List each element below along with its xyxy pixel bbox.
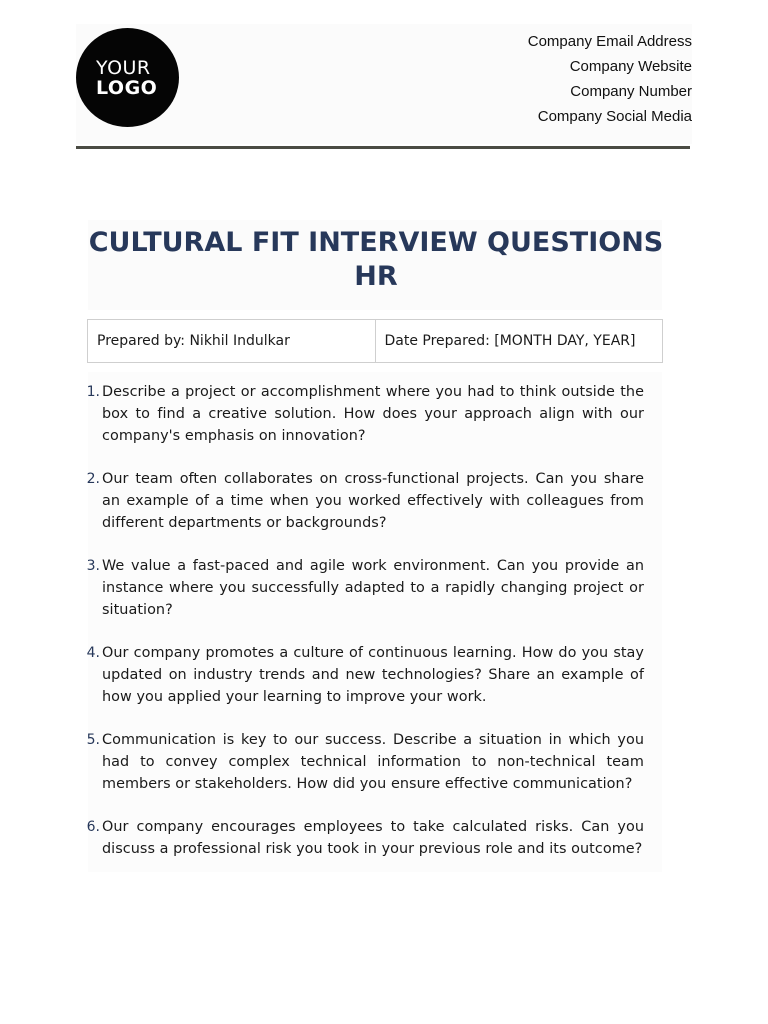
- date-prepared-value: [MONTH DAY, YEAR]: [494, 333, 636, 349]
- header-divider: [76, 146, 690, 149]
- question-item: [84, 729, 644, 795]
- document-meta-table: [87, 319, 663, 363]
- logo-text-line-1: YOUR: [96, 56, 151, 79]
- document-title-line-2: HR: [354, 261, 398, 292]
- question-text: Our team often collaborates on cross-functional projects. Can you share an example of a time when you worked effectively with colleagues from different departments or backgrounds?: [102, 471, 644, 531]
- question-text: Describe a project or accomplishment where you had to think outside the box to find a creative solution. How does your approach align with our company's emphasis on innovation?: [102, 384, 644, 444]
- question-item: [84, 816, 644, 860]
- prepared-by-value: Nikhil Indulkar: [189, 333, 290, 349]
- question-text: We value a fast-paced and agile work environment. Can you provide an instance where you successfully adapted to a rapidly changing project or situation?: [102, 558, 644, 618]
- date-prepared-cell: [375, 320, 663, 362]
- question-item: [84, 555, 644, 621]
- question-text: Communication is key to our success. Describe a situation in which you had to convey complex technical information to non-technical team members or stakeholders. How did you ensure effective communication?: [102, 732, 644, 792]
- company-social-media: Company Social Media: [537, 108, 692, 125]
- company-logo: [76, 28, 179, 127]
- document-title: [76, 226, 676, 294]
- question-number: 1.: [86, 384, 100, 400]
- company-website: Company Website: [569, 58, 692, 75]
- interview-questions-list: [84, 381, 644, 881]
- question-text: Our company promotes a culture of continuous learning. How do you stay updated on industry trends and new technologies? Share an example of how you applied your learning to improve your work.: [102, 645, 644, 705]
- company-number: Company Number: [570, 83, 692, 100]
- document-title-line-1: CULTURAL FIT INTERVIEW QUESTIONS: [88, 227, 664, 258]
- date-prepared-label: Date Prepared:: [384, 333, 490, 349]
- question-item: [84, 642, 644, 708]
- question-number: 3.: [86, 558, 100, 574]
- prepared-by-cell: [88, 320, 375, 362]
- question-number: 2.: [86, 471, 100, 487]
- prepared-by-label: Prepared by:: [97, 333, 185, 349]
- company-contact-block: [528, 29, 692, 129]
- question-item: [84, 381, 644, 447]
- question-text: Our company encourages employees to take calculated risks. Can you discuss a professional risk you took in your previous role and its outcome?: [102, 819, 644, 857]
- question-number: 4.: [86, 645, 100, 661]
- question-number: 6.: [86, 819, 100, 835]
- question-item: [84, 468, 644, 534]
- logo-text-line-2: LOGO: [96, 76, 158, 99]
- question-number: 5.: [86, 732, 100, 748]
- company-email: Company Email Address: [527, 33, 692, 50]
